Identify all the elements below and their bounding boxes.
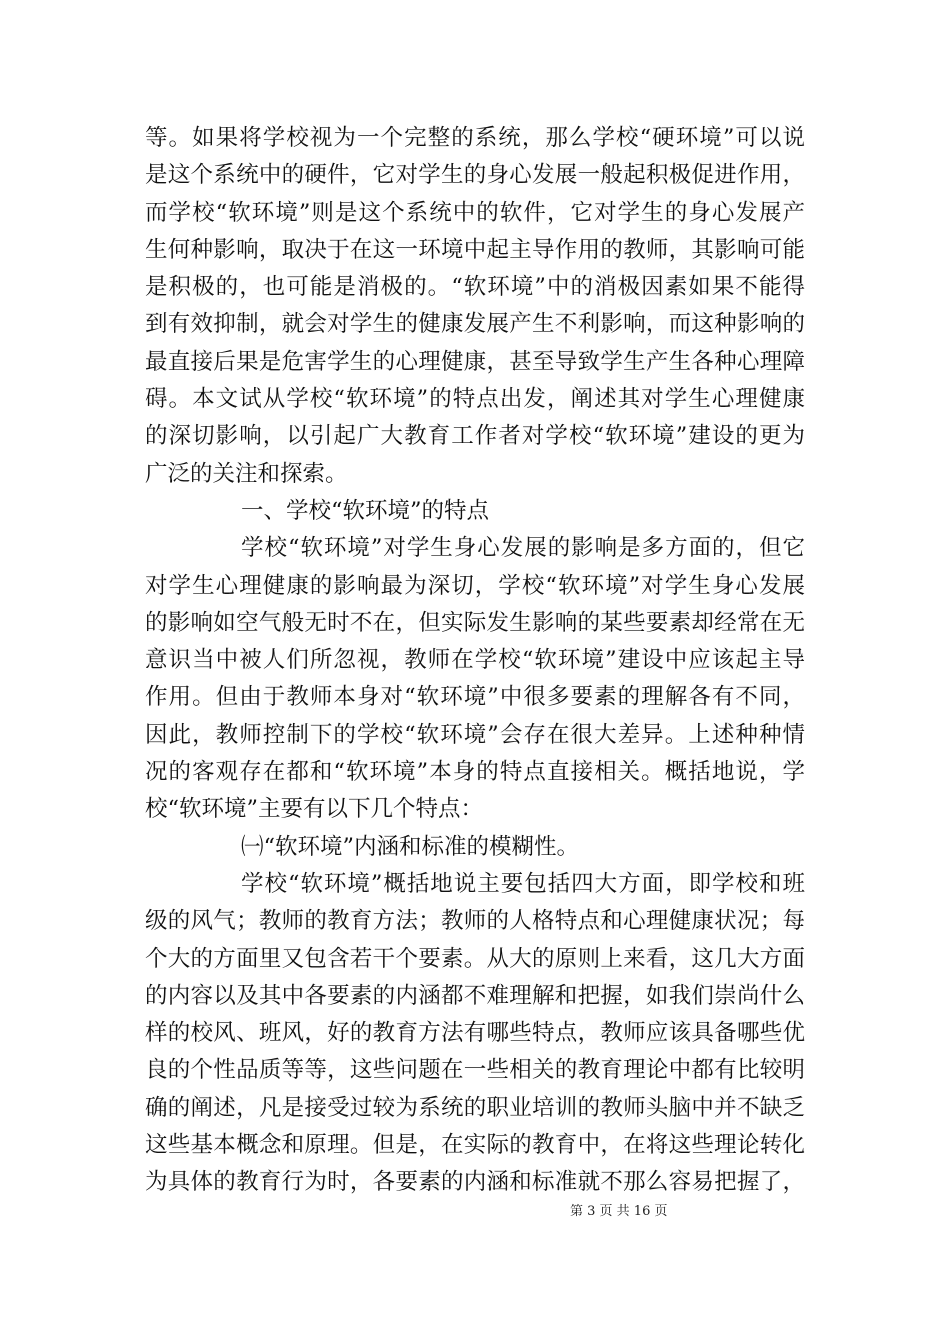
text-line: 意识当中被人们所忽视，教师在学校“软环境”建设中应该起主导 xyxy=(145,647,805,674)
text-line: 最直接后果是危害学生的心理健康，甚至导致学生产生各种心理障 xyxy=(145,348,805,375)
text-line: 这些基本概念和原理。但是，在实际的教育中，在将这些理论转化 xyxy=(145,1132,805,1159)
text-line: 等。如果将学校视为一个完整的系统，那么学校“硬环境”可以说 xyxy=(145,125,805,151)
text-line: 对学生心理健康的影响最为深切，学校“软环境”对学生身心发展 xyxy=(145,572,805,599)
text-line: 学校“软环境”概括地说主要包括四大方面，即学校和班 xyxy=(241,870,805,897)
text-line: 的内容以及其中各要素的内涵都不难理解和把握，如我们崇尚什么 xyxy=(145,982,805,1009)
body-text xyxy=(145,120,805,1202)
text-line: 良的个性品质等等，这些问题在一些相关的教育理论中都有比较明 xyxy=(145,1057,805,1084)
text-line: 级的风气；教师的教育方法；教师的人格特点和心理健康状况；每 xyxy=(145,908,805,935)
text-line: 广泛的关注和探索。 xyxy=(145,460,348,487)
text-line: 生何种影响，取决于在这一环境中起主导作用的教师，其影响可能 xyxy=(145,236,805,263)
text-line: 样的校风、班风，好的教育方法有哪些特点，教师应该具备哪些优 xyxy=(145,1020,805,1047)
page-number: 第 3 页 共 16 页 xyxy=(570,1204,668,1219)
text-line: 因此，教师控制下的学校“软环境”会存在很大差异。上述种种情 xyxy=(145,721,805,748)
text-line: 碍。本文试从学校“软环境”的特点出发，阐述其对学生心理健康 xyxy=(145,386,805,413)
text-line: 学校“软环境”对学生身心发展的影响是多方面的，但它 xyxy=(241,535,805,562)
text-line: 个大的方面里又包含若干个要素。从大的原则上来看，这几大方面 xyxy=(145,945,805,972)
text-line: 的深切影响，以引起广大教育工作者对学校“软环境”建设的更为 xyxy=(145,423,805,450)
text-line: 到有效抑制，就会对学生的健康发展产生不利影响，而这种影响的 xyxy=(145,311,805,338)
text-line: 确的阐述，凡是接受过较为系统的职业培训的教师头脑中并不缺乏 xyxy=(145,1094,805,1121)
subsection-heading: ㈠“软环境”内涵和标准的模糊性。 xyxy=(241,833,580,860)
text-line: 是这个系统中的硬件，它对学生的身心发展一般起积极促进作用， xyxy=(145,162,805,189)
text-line: 作用。但由于教师本身对“软环境”中很多要素的理解各有不同， xyxy=(145,684,805,711)
section-heading: 一、学校“软环境”的特点 xyxy=(241,497,490,524)
text-line: 况的客观存在都和“软环境”本身的特点直接相关。概括地说，学 xyxy=(145,759,805,786)
text-line: 是积极的，也可能是消极的。“软环境”中的消极因素如果不能得 xyxy=(145,274,805,301)
text-line: 校“软环境”主要有以下几个特点： xyxy=(145,796,484,823)
text-line: 的影响如空气般无时不在，但实际发生影响的某些要素却经常在无 xyxy=(145,609,805,636)
text-line: 而学校“软环境”则是这个系统中的软件，它对学生的身心发展产 xyxy=(145,199,805,226)
text-line: 为具体的教育行为时，各要素的内涵和标准就不那么容易把握了， xyxy=(145,1169,805,1196)
